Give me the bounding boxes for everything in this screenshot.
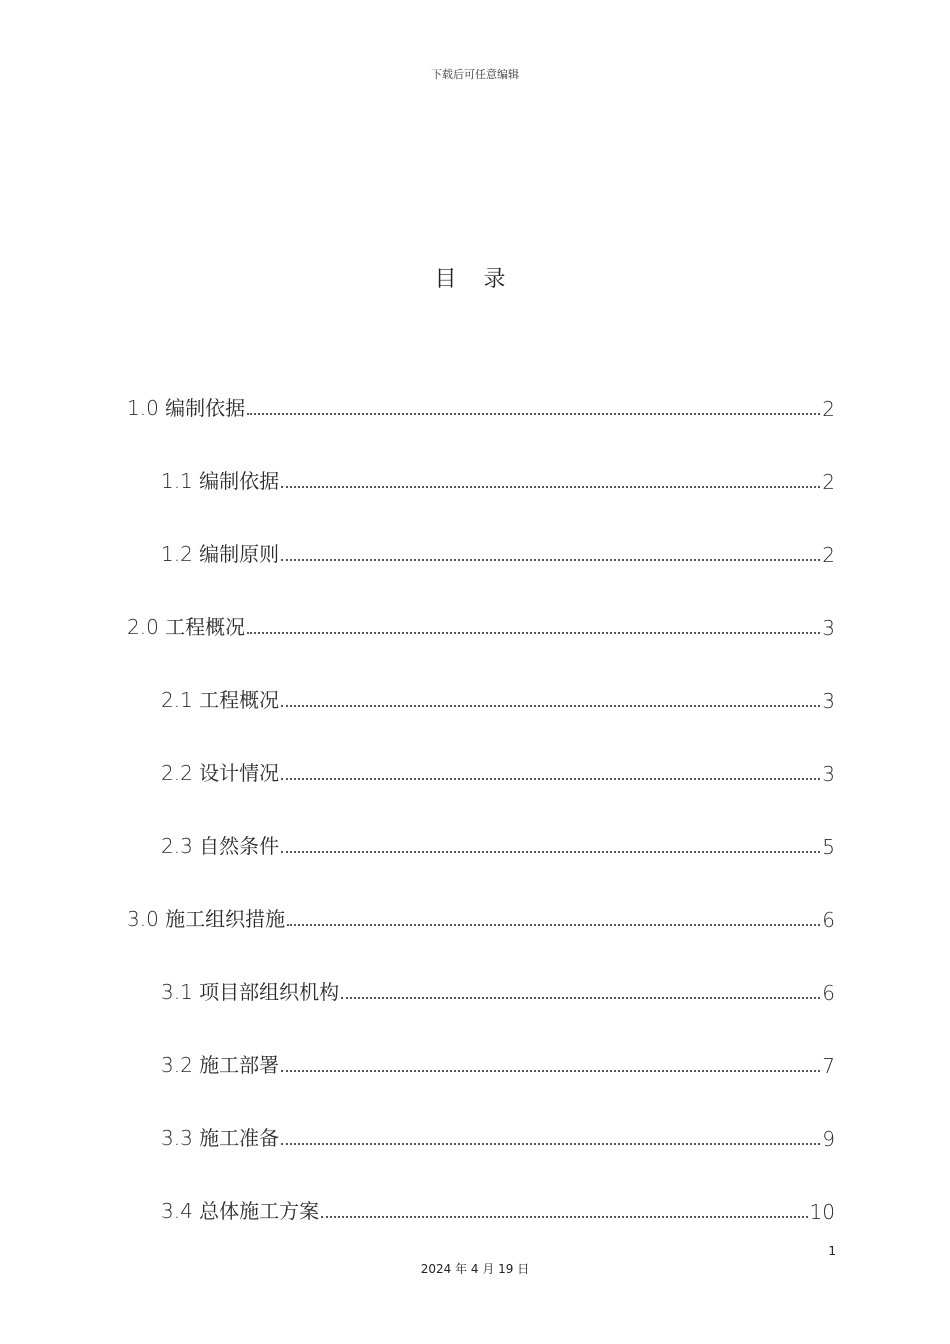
toc-entry-label: 3.1 项目部组织机构 [161, 980, 340, 1004]
toc-leader-dots [281, 1143, 820, 1145]
toc-entry-page: 3 [822, 762, 835, 786]
toc-title: 目 录 [434, 267, 516, 292]
toc-entry-page: 3 [822, 616, 835, 640]
toc-leader-dots [247, 632, 820, 634]
page-footer-date: 2024 年 4 月 19 日 [420, 1262, 530, 1276]
toc-entry-page: 6 [822, 908, 835, 932]
toc-entry-page: 6 [822, 981, 835, 1005]
toc-entry-label: 3.0 施工组织措施 [127, 907, 286, 931]
toc-entry-page: 5 [822, 835, 835, 859]
toc-leader-dots [281, 778, 820, 780]
toc-entry-page: 7 [822, 1054, 835, 1078]
toc-entry[interactable] [0, 1188, 835, 1224]
toc-entry[interactable] [0, 458, 835, 494]
toc-leader-dots [281, 705, 820, 707]
page-number: 1 [828, 1244, 836, 1258]
toc-entry[interactable] [0, 1042, 835, 1078]
toc-entry-label: 1.0 编制依据 [127, 396, 246, 420]
toc-entry-page: 9 [822, 1127, 835, 1151]
toc-entry[interactable] [0, 385, 835, 421]
toc-entry[interactable] [0, 604, 835, 640]
toc-leader-dots [281, 1070, 820, 1072]
toc-leader-dots [247, 413, 820, 415]
toc-entry[interactable] [0, 823, 835, 859]
toc-entry-page: 2 [822, 397, 835, 421]
toc-entry-label: 3.3 施工准备 [161, 1126, 280, 1150]
toc-entry[interactable] [0, 531, 835, 567]
toc-entry-label: 2.1 工程概况 [161, 688, 280, 712]
toc-entry-label: 2.2 设计情况 [161, 761, 280, 785]
page-header: 下载后可任意编辑 [431, 68, 519, 81]
toc-entry[interactable] [0, 677, 835, 713]
toc-entry-page: 2 [822, 543, 835, 567]
toc-leader-dots [321, 1216, 807, 1218]
toc-entry-page: 2 [822, 470, 835, 494]
toc-entry-page: 10 [809, 1200, 835, 1224]
toc-entry-label: 2.3 自然条件 [161, 834, 280, 858]
toc-entry-label: 2.0 工程概况 [127, 615, 246, 639]
toc-entry-label: 1.2 编制原则 [161, 542, 280, 566]
toc-leader-dots [281, 851, 820, 853]
toc-entry[interactable] [0, 1115, 835, 1151]
toc-entry[interactable] [0, 896, 835, 932]
toc-entry[interactable] [0, 750, 835, 786]
toc-leader-dots [341, 997, 820, 999]
toc-leader-dots [281, 559, 820, 561]
toc-entry-label: 1.1 编制依据 [161, 469, 280, 493]
toc-leader-dots [281, 486, 820, 488]
toc-entry-label: 3.4 总体施工方案 [161, 1199, 320, 1223]
toc-entry-page: 3 [822, 689, 835, 713]
toc-entry[interactable] [0, 969, 835, 1005]
toc-entry-label: 3.2 施工部署 [161, 1053, 280, 1077]
toc-leader-dots [287, 924, 820, 926]
